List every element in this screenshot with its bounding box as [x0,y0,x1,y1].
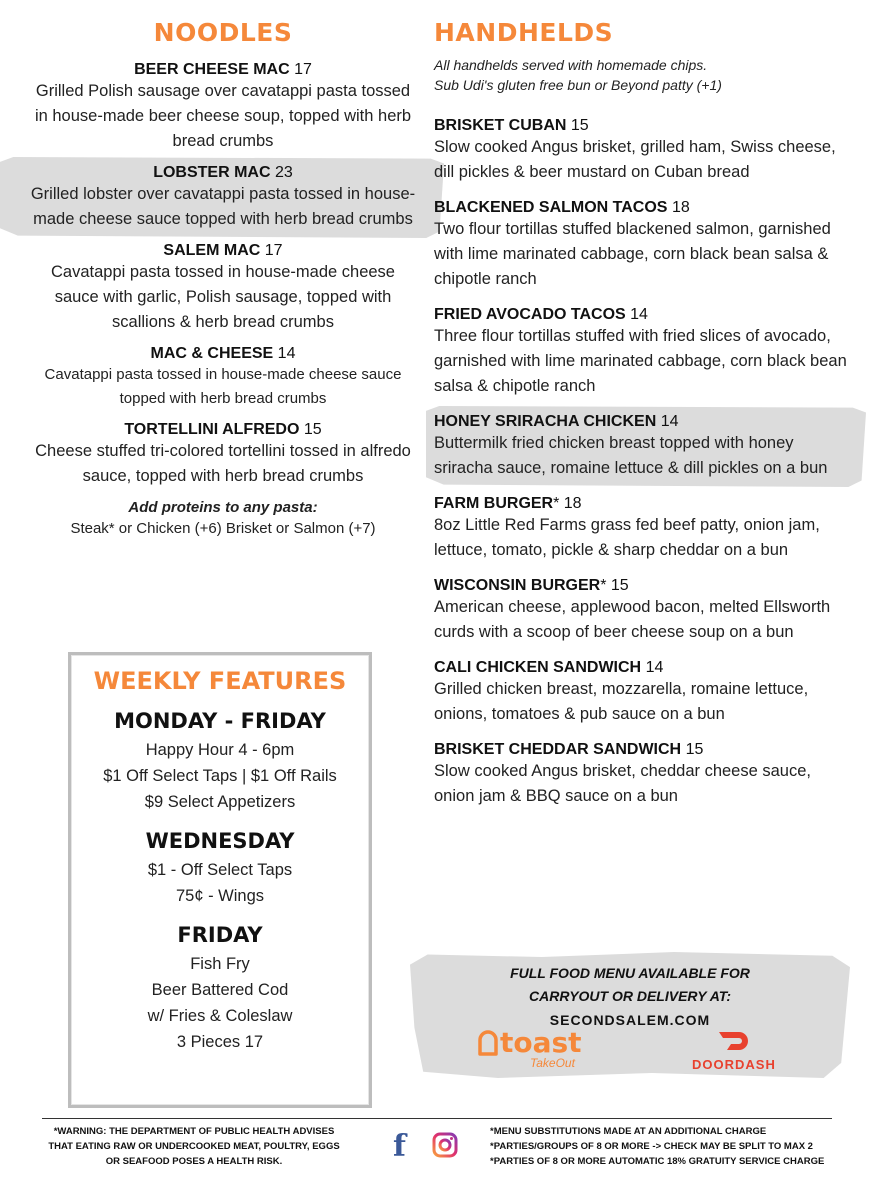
toast-icon [476,1030,500,1056]
menu-item [434,306,854,399]
menu-item [28,421,418,489]
feature-line: Happy Hour 4 - 6pm [145,741,295,759]
item-name: LOBSTER MAC [153,164,271,181]
item-description: Three flour tortillas stuffed with fried slices of avocado, garnished with lime marinated cabbage, corn black bean salsa & chipotle ranch [434,327,847,395]
item-description: Grilled Polish sausage over cavatappi pasta tossed in house-made beer cheese soup, topped with herb bread crumbs [34,82,412,150]
feature-line: Beer Battered Cod [151,981,289,999]
feature-line: 3 Pieces 17 [176,1033,264,1051]
item-description: Two flour tortillas stuffed blackened salmon, garnished with lime marinated cabbage, corn black bean salsa & chipotle ranch [434,220,831,288]
item-price: 18 [671,199,690,216]
day-heading: MONDAY - FRIDAY [114,709,326,733]
handhelds-note [434,55,854,95]
feature-line: 75¢ - Wings [175,887,265,905]
website-link[interactable]: SECONDSALEM.COM [549,1012,711,1028]
menu-item [434,495,854,563]
item-description: Cavatappi pasta tossed in house-made cheese sauce with garlic, Polish sausage, topped with scallions & herb bread crumbs [51,263,395,331]
facebook-icon[interactable]: f [393,1129,406,1164]
policy-note: *PARTIES OF 8 OR MORE AUTOMATIC 18% GRATUITY SERVICE CHARGE [490,1156,825,1167]
promo-text [410,952,850,1008]
item-description: American cheese, applewood bacon, melted Ellsworth curds with a scoop of beer cheese soup on a bun [434,598,831,641]
item-name: CALI CHICKEN SANDWICH [434,659,642,676]
noodles-section [28,18,418,537]
menu-item-highlighted [434,413,854,481]
toast-takeout-label: TakeOut [530,1056,575,1070]
item-name: FRIED AVOCADO TACOS [434,306,626,323]
handhelds-note-line: Sub Udi's gluten free bun or Beyond patty (+1) [434,77,722,93]
item-price: 14 [277,345,296,362]
footer-divider [42,1118,832,1119]
feature-line: $1 Off Select Taps | $1 Off Rails [103,767,337,785]
item-price: 15 [303,421,322,438]
item-name: BRISKET CUBAN [434,117,567,134]
promo-line: FULL FOOD MENU AVAILABLE FOR [510,965,750,981]
weekly-features-title: WEEKLY FEATURES [93,667,347,695]
policy-note: *PARTIES/GROUPS OF 8 OR MORE -> CHECK MAY BE SPLIT TO MAX 2 [490,1141,813,1152]
noodles-title: NOODLES [153,18,293,47]
policy-note: *MENU SUBSTITUTIONS MADE AT AN ADDITIONAL CHARGE [490,1126,767,1137]
menu-item [28,242,418,335]
policy-notes [490,1124,860,1169]
toast-logo[interactable] [476,1026,582,1070]
ordering-promo [410,952,850,1078]
feature-line: $1 - Off Select Taps [147,861,293,879]
menu-item [434,199,854,292]
menu-item [434,659,854,727]
handhelds-section [434,18,854,823]
menu-item [28,345,418,411]
menu-item [434,577,854,645]
item-price: 23 [274,164,293,181]
menu-item [28,61,418,154]
proteins-text: Steak* or Chicken (+6) Brisket or Salmon (+7) [70,520,376,537]
instagram-icon[interactable] [432,1132,458,1158]
item-description: Slow cooked Angus brisket, grilled ham, Swiss cheese, dill pickles & beer mustard on Cuban bread [434,138,836,181]
handhelds-note-line: All handhelds served with homemade chips. [434,57,708,73]
health-warning: *WARNING: THE DEPARTMENT OF PUBLIC HEALTH ADVISES THAT EATING RAW OR UNDERCOOKED MEAT, POULTRY, EGGS OR SEAFOOD POSES A HEALTH RISK. [48,1126,340,1167]
item-description: Buttermilk fried chicken breast topped with honey sriracha sauce, romaine lettuce & dill pickles on a bun [434,434,828,477]
doordash-logo[interactable] [692,1028,776,1072]
item-price: 15 [570,117,589,134]
item-price: 17 [294,61,312,78]
day-heading: FRIDAY [177,923,263,947]
item-description: 8oz Little Red Farms grass fed beef patty, onion jam, lettuce, tomato, pickle & sharp cheddar on a bun [434,516,820,559]
item-name: BRISKET CHEDDAR SANDWICH [434,741,682,758]
item-description: Cavatappi pasta tossed in house-made cheese sauce topped with herb bread crumbs [44,366,402,407]
handhelds-title: HANDHELDS [434,18,614,47]
doordash-wordmark: DOORDASH [692,1057,776,1072]
item-name: FARM BURGER [434,495,554,512]
feature-line: $9 Select Appetizers [144,793,296,811]
item-price: * 18 [553,495,582,512]
item-name: BLACKENED SALMON TACOS [434,199,668,216]
feature-line: w/ Fries & Coleslaw [147,1007,293,1025]
promo-line: CARRYOUT OR DELIVERY AT: [529,988,731,1004]
item-name: TORTELLINI ALFREDO [124,421,300,438]
item-name: MAC & CHEESE [150,345,274,362]
day-heading: WEDNESDAY [145,829,295,853]
item-name: HONEY SRIRACHA CHICKEN [434,413,657,430]
item-description: Grilled chicken breast, mozzarella, romaine lettuce, onions, tomatoes & pub sauce on a bun [434,680,809,723]
menu-item [434,117,854,185]
proteins-title: Add proteins to any pasta: [128,499,318,516]
item-description: Grilled lobster over cavatappi pasta tossed in house-made cheese sauce topped with herb bread crumbs [30,185,416,228]
item-price: 14 [660,413,679,430]
item-price: 14 [630,306,648,323]
doordash-icon [717,1028,751,1050]
weekly-features-box [68,652,372,1108]
item-price: 15 [685,741,704,758]
feature-line: Fish Fry [190,955,250,973]
toast-wordmark: toast [500,1026,582,1059]
item-name: SALEM MAC [163,242,261,259]
item-price: 17 [264,242,283,259]
menu-item [434,741,854,809]
item-price: 14 [645,659,664,676]
item-price: * 15 [600,577,629,594]
item-description: Cheese stuffed tri-colored tortellini tossed in alfredo sauce, topped with herb bread crumbs [35,442,411,485]
item-description: Slow cooked Angus brisket, cheddar cheese sauce, onion jam & BBQ sauce on a bun [434,762,811,805]
item-name: BEER CHEESE MAC [134,61,290,78]
item-name: WISCONSIN BURGER [434,577,601,594]
menu-item-highlighted [28,164,418,232]
